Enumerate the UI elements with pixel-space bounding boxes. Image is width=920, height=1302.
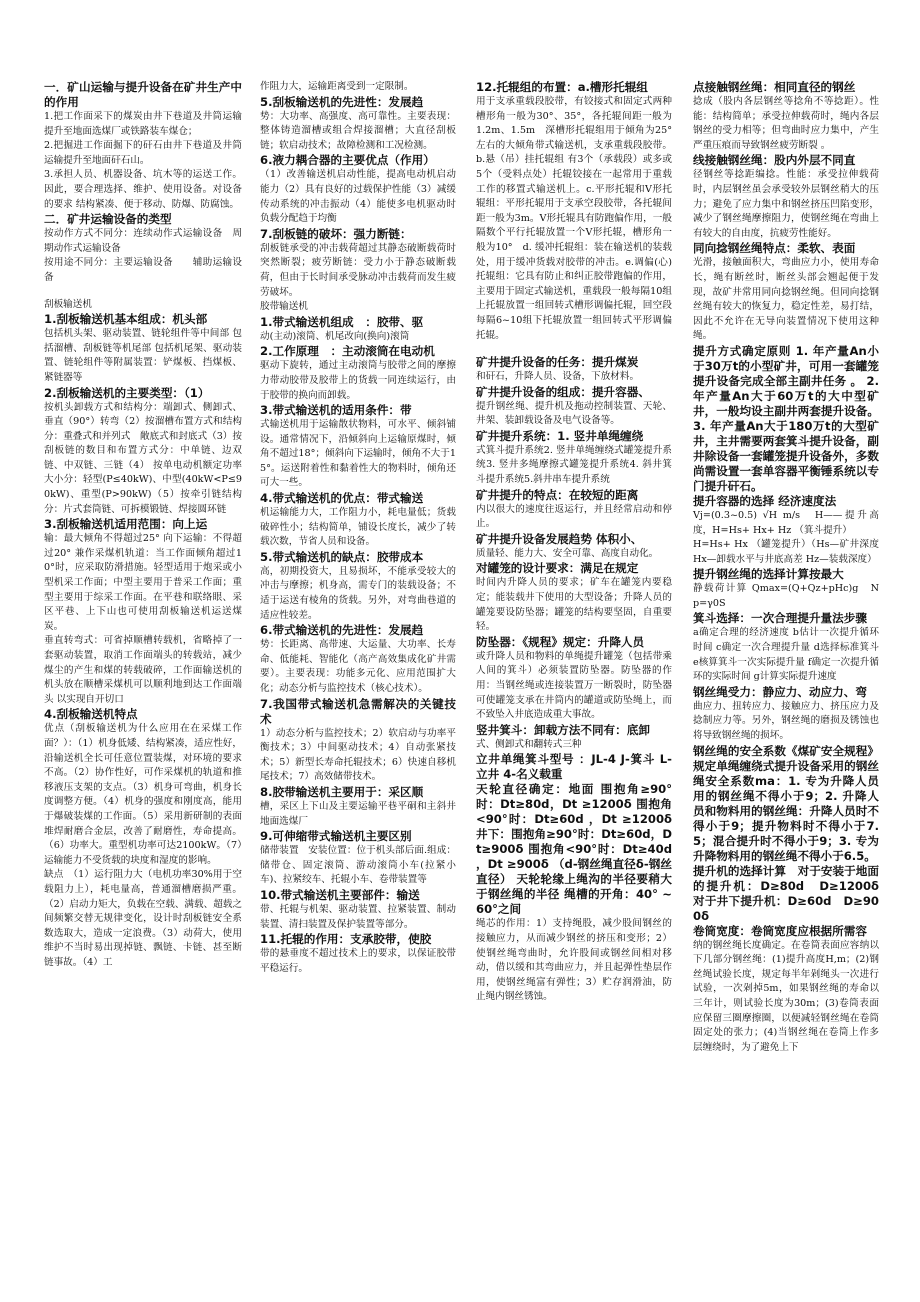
- paragraph: 式、侧卸式和翻转式三种: [476, 738, 582, 750]
- section-heading: 8.胶带输送机主要用于：采区顺: [260, 784, 424, 799]
- section-heading: 一．矿山运输与提升设备在矿井生产中的作用: [44, 80, 242, 109]
- section-heading: 钢丝绳的安全系数《煤矿安全规程》规定单绳缠绕式提升设备采用的钢丝绳安全系数ma：1. 专为升降人员用的钢丝绳不得小于9；2. 升降人员和物料用的钢丝绳：升降人员时不得小于9；提升物料时不得小于7.5；混合提升时不得小于9；3. 专为升降物料用的钢丝绳不得小于6.5。: [693, 743, 879, 863]
- paragraph: 1.把工作面采下的煤炭由井下巷道及井筒运输提升至地面选煤厂或铁路装车煤仓；: [44, 111, 242, 137]
- paragraph: 式输送机用于运输散状物料，可水平、倾斜铺设。通常情况下，沿倾斜向上运输原煤时，倾角不超过18°；倾斜向下运输时，倾角不大于15°。运送附着性和黏着性大的物料时，倾角还可大一些。: [260, 419, 456, 489]
- paragraph: （1）改善输送机启动性能，提高电动机启动能力（2）具有良好的过载保护性能（3）减缓传动系统的冲击振动（4）能使多电机驱动时负载分配趋于均衡: [260, 169, 456, 225]
- paragraph: a确定合理的经济速度 b估计一次提升循环时间 c确定一次合理提升量 d选择标准箕斗 e核算箕斗一次实际提升量 f确定一次提升循环的实际时间 g计算实际提升速度: [693, 627, 879, 683]
- paragraph: 包括机头架、驱动装置、链轮组件等中间部 包括溜槽、刮板链等机尾部 包括机尾架、驱动装置、链轮组件等附属装置：铲煤板、挡煤板、紧链器等: [44, 328, 242, 383]
- paragraph: 作阻力大，运输距离受到一定限制。: [260, 81, 414, 92]
- section-heading: 6.带式输送机的先进性：发展趋: [260, 623, 424, 638]
- section-heading: 12.托辊组的布置：a.槽形托辊组: [476, 80, 648, 94]
- section-heading: 11.托辊的作用：支承胶带，使胶: [260, 932, 432, 947]
- section-heading: 4.刮板输送机特点: [44, 707, 138, 722]
- section-heading: 2.刮板输送机的主要类型：（1）: [44, 385, 210, 400]
- section-heading: 箕斗选择：一次合理提升量法步骤: [693, 611, 867, 626]
- section-heading: 4.带式输送机的优点：带式输送: [260, 491, 424, 506]
- paragraph: 驱动下旋转，通过主动滚筒与胶带之间的摩擦力带动胶带及胶带上的货载一同连续运行，由于胶带的换向而卸载。: [260, 360, 456, 401]
- section-heading: 10.带式输送机主要部件：输送: [260, 887, 420, 902]
- section-heading: 5.刮板输送机的先进性：发展趋: [260, 94, 424, 109]
- paragraph: 纳的钢丝绳长度确定。在卷筒表面应容纳以下几部分钢丝绳：(1)提升高度H,m；(2)钢丝绳试验长度，规定每半年剁绳头一次进行试验，一次剁掉5m，如果钢丝绳的寿命以三年计，则试验长度为30m；(3)卷筒表面应保留三圈摩擦圈，以便减轻钢丝绳在卷筒固定处的张力；(4)当钢丝绳在卷筒上作多层缠绕时，为了避免上下: [693, 939, 879, 1053]
- paragraph: 提升钢丝绳、提升机及拖动控制装置、天轮、井架、装卸载设备及电气设备等。: [476, 400, 672, 427]
- paragraph: 刮板输送机: [44, 298, 92, 310]
- section-heading: 矿井提升设备的组成：提升容器、: [476, 384, 650, 399]
- section-heading: 矿井提升设备发展趋势 体积小、: [476, 531, 643, 546]
- section-heading: 提升容器的选择 经济速度法: [693, 493, 837, 508]
- column-2: [260, 80, 456, 1292]
- section-heading: 9.可伸缩带式输送机主要区别: [260, 829, 412, 844]
- section-heading: 7.我国带式输送机急需解决的关键技术: [260, 696, 456, 726]
- section-heading: 竖井箕斗：卸载方法不同有：底卸: [476, 722, 650, 737]
- paragraph: 和矸石，升降人员、设备，下放材料。: [476, 371, 640, 383]
- section-heading: 3.带式输送机的适用条件：带: [260, 403, 412, 418]
- section-heading: 矿井提升系统：1. 竖井单绳缠绕: [476, 428, 644, 443]
- section-heading: 1.刮板输送机基本组成：机头部: [44, 312, 208, 327]
- paragraph: 1）动态分析与监控技术；2）软启动与功率平衡技术；3）中间驱动技术；4）自动张紧技术；5）新型长寿命托辊技术；6）快速自移机尾技术；7）高效储带技术。: [260, 727, 456, 783]
- paragraph: 内以很大的速度往返运行，并且经常启动和停止。: [476, 503, 672, 530]
- section-heading: 天轮直径确定：地面 围抱角≥90°时：Dt≥80d，Dt ≥1200δ 围抱角<90°时：Dt≥60d ，Dt ≥1200δ 井下：围抱角≥90°时：Dt≥60d，Dt≥900δ 围抱角<90°时：Dt≥40d ，Dt ≥900δ （d-钢丝绳直径δ-钢丝直径） 天轮轮缘上绳沟的半径要稍大于钢丝绳的半径 绳槽的开角：40° ~ 60°之间: [476, 782, 684, 917]
- spacer: [44, 286, 242, 298]
- section-heading: 3.刮板输送机适用范围：向上运: [44, 517, 208, 532]
- spacer: [476, 343, 672, 355]
- paragraph: 径钢丝等捻距编捻。性能：承受拉伸载荷时，内层钢丝虽会承受较外层钢丝稍大的压力；避免了应力集中和钢丝挤压凹陷变形，减少了钢丝绳摩擦阻力，使钢丝绳在弯曲上有较大的自由度，抗疲劳性能好。: [693, 169, 879, 239]
- paragraph: 捻成（股内各层钢丝等捻角不等捻距）。性能：结构简单；承受拉伸载荷时，绳内各层钢丝的受力相等；但弯曲时应力集中，产生严重压痕而导致钢丝疲劳断裂 。: [693, 96, 879, 151]
- paragraph: Vj=(0.3~0.5) √H m/s H——提升高度，H=Hs+ Hx+ Hz （箕斗提升）: [693, 509, 879, 536]
- section-heading: 5.带式输送机的缺点：胶带成本: [260, 549, 424, 564]
- paragraph: 缺点 （1）运行阻力大（电机功率30%用于空载阻力上），耗电量高，普通溜槽磨损严重。（2）启动力矩大，负载在空载、满载、超载之间频繁交替无规律变化，设计时刮板链安全系数选取大，造成一定浪费。（3）动荷大，使用维护不当时易出现掉链、飘链、卡链、甚至断链事故。（4）工: [44, 869, 242, 968]
- column-4: [693, 80, 889, 1292]
- paragraph: 质量轻、能力大、安全可靠、高度自动化。: [476, 547, 659, 559]
- paragraph: 储带装置 安装位置：位于机头部后面.组成：储带仓、固定滚筒、游动滚筒小车(拉紧小车)、拉紧绞车、托辊小车、卷带装置等: [260, 845, 456, 886]
- paragraph: 静载荷计算 Qmax=(Q+Qz+pHc)g N p=γ0S: [693, 583, 889, 609]
- paragraph: 垂直转弯式：可省掉顺槽转载机，省略掉了一套驱动装置，取消工作面端头的转载站，减少煤尘的产生和煤的转载破碎，工作面输送机的机头放在顺槽采煤机可以顺利地到达工作面端头 以实现自开切口: [44, 635, 242, 705]
- section-heading: 同向捻钢丝绳特点：柔软、表面: [693, 241, 856, 256]
- section-heading: 矿井提升设备的任务：提升煤炭: [476, 355, 639, 370]
- paragraph: 用于支承重载段胶带，有铰接式和固定式两种 槽形角一般为30°、35°，各托辊间距一般为1.2m、1.5m 深槽形托辊组用于倾角为25°左右的大倾角带式输送机，支承重载段胶带。b.悬（吊）挂托辊组 有3个（承载段）或多或5个（受料点处）托辊铰接在一起常用于重载工作的移置式输送机上。c.平形托辊和V形托辊组：平形托辊用于支承空段胶带，各托辊间距一般为3m。V形托辊具有防跑偏作用，一般隔数个平行托辊放置一个V形托辊，槽形角一般为10° d. 缓冲托辊组：装在输送机的装载处，用于缓冲货载对胶带的冲击。e.调偏(心)托辊组：它具有防止和纠正胶带跑偏的作用，主要用于固定式输送机，重载段一般每隔10组上托辊放置一组回转式槽形调偏托辊，回空段每隔6~10组下托辊放置一组回转式平形调偏托辊。: [476, 96, 672, 341]
- section-heading: 6.液力耦合器的主要优点（作用）: [260, 153, 435, 168]
- paragraph: 动(主动)滚筒、机尾改向(换向)滚筒: [260, 330, 410, 342]
- paragraph: 绳芯的作用：1）支持绳股，减少股间钢丝的接触应力，从而减少钢丝的挤压和变形；2）使钢丝绳弯曲时，允许股间或钢丝间相对移动，借以缓和其弯曲应力，并且起弹性垫层作用，使钢丝绳富有弹性；3）贮存润滑油，防止绳内钢丝锈蚀。: [476, 918, 672, 1003]
- paragraph: 时间内升降人员的要求；矿车在罐笼内要稳定；能装载井下使用的大型设备；升降人员的罐笼要设防坠器；罐笼的结构要坚固，自重要轻。: [476, 577, 672, 633]
- column-3: [476, 80, 684, 1292]
- section-heading: 提升机的选择计算 对于安装于地面的提升机：D≥80d D≥1200δ 对于井下提升机：D≥60d D≥900δ: [693, 863, 879, 923]
- paragraph: H=Hs+ Hx （罐笼提升）（Hs—矿井深度 Hx—卸载水平与井底高差 Hz—装载深度）: [693, 539, 879, 565]
- section-heading: 二．矿井运输设备的类型: [44, 212, 172, 227]
- section-heading: 矿井提升的特点：在较短的距离: [476, 487, 639, 502]
- paragraph: 或升降人员和物料的单绳提升罐笼（包括带乘人间的箕斗）必须装置防坠器。防坠器的作用：当钢丝绳或连接装置万一断裂时，防坠器可使罐笼支承在井筒内的罐道或防坠绳上，而不致坠入井底造成重大事故。: [476, 650, 672, 721]
- paragraph: 胶带输送机: [260, 301, 308, 313]
- section-heading: 2.工作原理 ：主动滚筒在电动机: [260, 344, 435, 359]
- section-heading: 提升钢丝绳的选择计算按最大: [693, 567, 844, 582]
- paragraph: 2.把掘进工作面掘下的矸石由井下巷道及井筒运输提升至地面矸石山。: [44, 140, 242, 166]
- paragraph: 输：最大倾角不得超过25° 向下运输：不得超过20° 兼作采煤机轨道：当工作面倾角超过10°时，应采取防滑措施。轻型适用于炮采或小型机采工作面；中型主要用于普采工作面；重型主要用于综采工作面。在平巷和联络眼、采区平巷、上下山也可使用刮板输送机运送煤炭。: [44, 533, 242, 632]
- paragraph: 机运输能力大，工作阻力小，耗电量低；货载破碎性小；结构简单，铺设长度长，减少了转载次数，节省人员和设备。: [260, 507, 456, 548]
- paragraph: 势：长距离、高带速、大运量、大功率、长寿命、低能耗、智能化（高产高效集成化矿井需要）。主要表现：功能多元化、应用范围扩大化；动态分析与监控技术（核心技术）。: [260, 639, 456, 694]
- section-heading: 点接触钢丝绳：相同直径的钢丝: [693, 80, 856, 94]
- section-heading: 对罐笼的设计要求：满足在规定: [476, 561, 639, 576]
- paragraph: 曲应力、扭转应力、接触应力、挤压应力及捻制应力等。另外，钢丝绳的磨损及锈蚀也将导致钢丝绳的损坏。: [693, 700, 879, 742]
- paragraph: 按机头卸载方式和结构分：端卸式、侧卸式、垂直（90°）转弯（2）按溜槽布置方式和结构分：重叠式和并列式 敞底式和封底式（3）按刮板链的数目和布置方式分：中单链、边双链、中双链、三链（4） 按单电动机额定功率大小分：轻型(P≤40kW)、中型(40kW<P≤90kW)、重型(P>90kW)（5）按牵引链结构分：片式套筒链、可拆模锻链、焊接圆环链: [44, 401, 242, 515]
- paragraph: 带、托辊与机架、驱动装置、拉紧装置、制动装置、清扫装置及保护装置等部分。: [260, 903, 456, 930]
- paragraph: 带的悬垂度不超过技术上的要求，以保证胶带平稳运行。: [260, 948, 456, 974]
- column-1: [44, 80, 242, 1292]
- paragraph: 按动作方式不同分：连续动作式运输设备 周期动作式运输设备: [44, 228, 242, 254]
- section-heading: 防坠器：《规程》规定：升降人员: [476, 634, 645, 649]
- paragraph: 优点（刮板输送机为什么应用在在采煤工作面？）：（1）机身低矮、结构紧凑，适应性好，沿输送机全长可任意位置装煤，对环境的要求不高。（2）协作性好，可作采煤机的轨道和推移液压支架的支点。（3）机身可弯曲，机身长度调整方便。（4）机身的强度和刚度高，能用于爆破装煤的工作面。（5）采用新研制的表面堆焊耐磨合金层，改善了耐磨性，寿命提高。（6）功率大。重型机功率可达2100kW。（7）运输能力不受货载的块度和湿度的影响。: [44, 723, 242, 866]
- paragraph: 高，初期投资大，且易损坏，不能承受较大的冲击与摩擦；机身高，需专门的装载设备；不适于运送有棱角的货载。另外，对弯曲巷道的适应性较差。: [260, 565, 456, 621]
- section-heading: 立井单绳箕斗型号 ：JL-4 J-箕斗 L-立井 4-名义载重: [476, 752, 672, 782]
- paragraph: 槽，采区上下山及主要运输平巷平硐和主斜井 地面选煤厂: [260, 800, 456, 827]
- paragraph: 按用途不同分：主要运输设备 辅助运输设备: [44, 257, 242, 283]
- paragraph: 刮板链承受的冲击载荷超过其静态破断载荷时突然断裂；疲劳断链：受力小于静态破断载荷，但由于长时间承受脉动冲击载荷而发生疲劳破坏。: [260, 242, 456, 298]
- paragraph: 势：大功率、高强度、高可靠性。主要表现：整体铸造溜槽或组合焊接溜槽；大直径刮板链；软启动技术；故障检测和工况检测。: [260, 110, 456, 151]
- section-heading: 卷筒宽度：卷筒宽度应根据所需容: [693, 923, 867, 938]
- section-heading: 7.刮板链的破坏：强力断链：: [260, 226, 412, 241]
- paragraph: 光滑，接触面积大，弯曲应力小，使用寿命长，绳有断丝时，断丝头部会翘起便于发现，故矿井常用同向捻钢丝绳。但同向捻钢丝绳有较大的恢复力，稳定性差，易打结，因此不允许在无导向装置情况下使用这种绳。: [693, 257, 879, 342]
- section-heading: 线接触钢丝绳：股内外层不同直: [693, 153, 856, 168]
- section-heading: 1.带式输送机组成 ：胶带、驱: [260, 314, 424, 329]
- section-heading: 钢丝绳受力：静应力、动应力、弯: [693, 684, 867, 699]
- section-heading: 提升方式确定原则 1. 年产量An小于30万t的小型矿井，可用一套罐笼提升设备完成全部主副井任务 。 2. 年产量An大于60万t的大中型矿井，一般均设主副井两套提升设备。 3. 年产量An大于180万t的大型矿井，主井需要两套箕斗提升设备，副井除设备一套罐笼提升设备外，多数尚需设置一套单容器平衡锤系统以专门提升矸石。: [693, 343, 879, 493]
- paragraph: 3.承担人员、机器设备、坑木等的运送工作。因此，要合理选择、维护、使用设备。对设备的要求 结构紧凑、便于移动、防爆、防腐蚀。: [44, 169, 242, 210]
- paragraph: 式箕斗提升系统2. 竖井单绳缠绕式罐笼提升系统3. 竖井多绳摩擦式罐笼提升系统4. 斜井箕斗提升系统5.斜井串车提升系统: [476, 444, 672, 486]
